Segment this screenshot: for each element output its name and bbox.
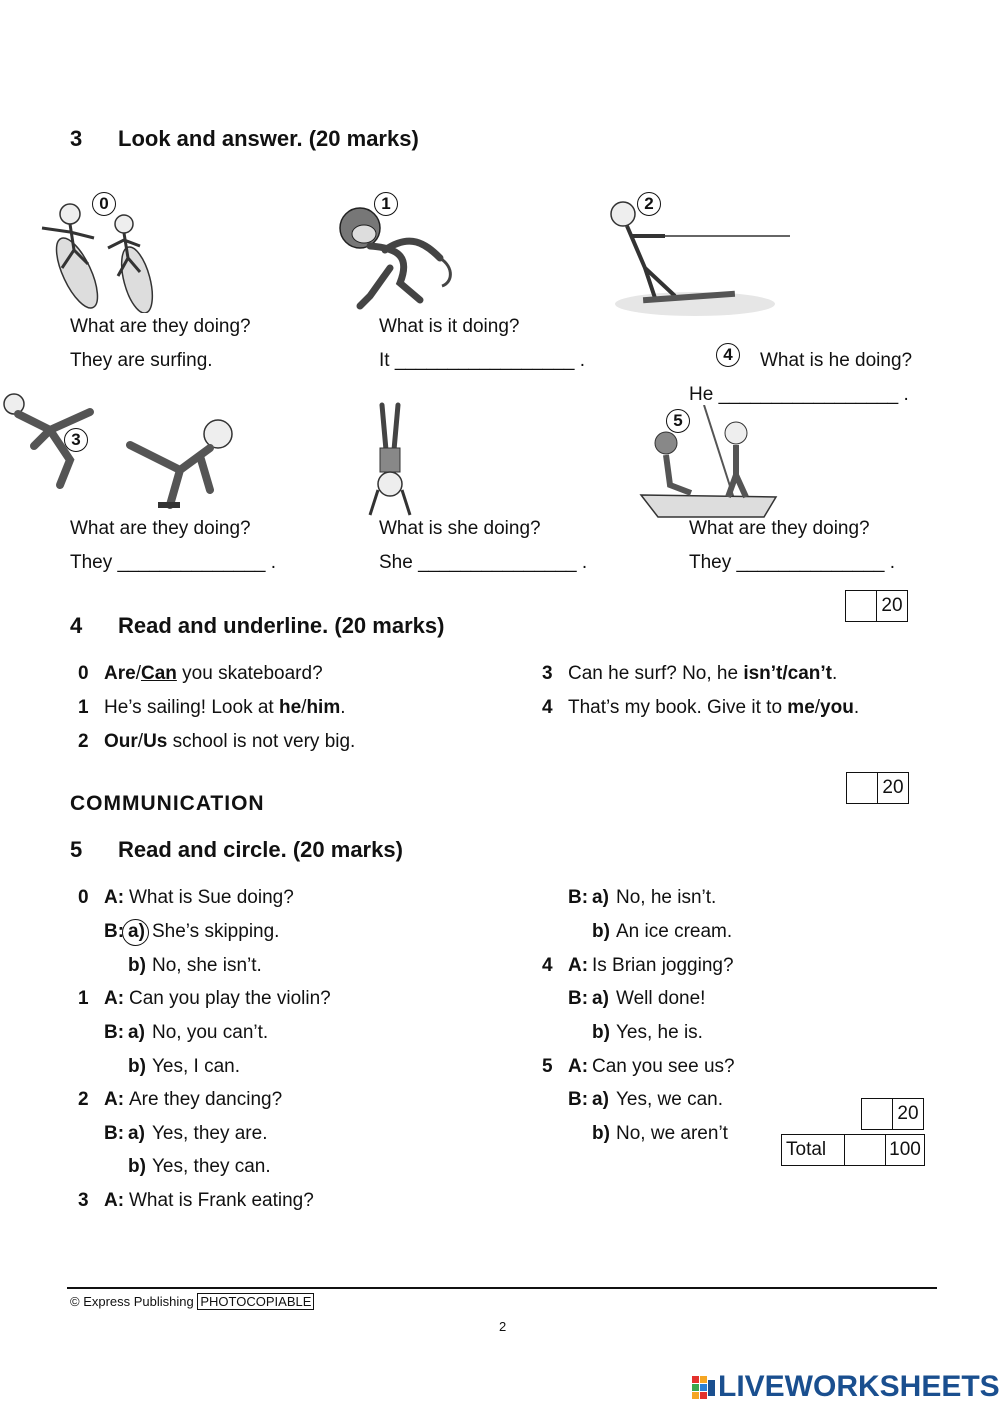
option-isnt-cant[interactable]: isn’t/can’t bbox=[743, 663, 833, 684]
question-4: What is he doing? bbox=[760, 350, 913, 371]
option-our[interactable]: Our bbox=[104, 731, 138, 752]
score-max: 20 bbox=[877, 773, 908, 803]
answer-0: They are surfing. bbox=[70, 350, 213, 371]
option-b-label[interactable]: b) bbox=[128, 1156, 146, 1177]
exercise-4-number: 4 bbox=[70, 613, 83, 638]
speaker-b: B: bbox=[104, 921, 125, 942]
ex5-item-3-number: 3 bbox=[78, 1190, 89, 1211]
ex4-item-3-number: 3 bbox=[542, 663, 553, 684]
item-number-4: 4 bbox=[716, 343, 740, 367]
ex5-item-4-option-b[interactable]: Yes, he is. bbox=[616, 1022, 703, 1043]
score-max: 20 bbox=[892, 1099, 923, 1129]
ex5-item-5-question: Can you see us? bbox=[592, 1056, 735, 1077]
footer-divider bbox=[67, 1287, 937, 1289]
option-a-label[interactable]: a) bbox=[128, 921, 145, 942]
speaker-b: B: bbox=[568, 887, 589, 908]
score-max: 20 bbox=[876, 591, 907, 621]
option-a-label[interactable]: a) bbox=[592, 988, 609, 1009]
option-a-label[interactable]: a) bbox=[128, 1123, 145, 1144]
option-him[interactable]: him bbox=[306, 697, 341, 718]
total-blank[interactable] bbox=[844, 1135, 885, 1165]
option-b-label[interactable]: b) bbox=[592, 1123, 610, 1144]
exercise-3-number: 3 bbox=[70, 126, 83, 151]
ex5-item-0-question: What is Sue doing? bbox=[129, 887, 294, 908]
speaker-b: B: bbox=[104, 1123, 125, 1144]
ex5-item-2-option-a[interactable]: Yes, they are. bbox=[152, 1123, 268, 1144]
ex5-item-2-option-b[interactable]: Yes, they can. bbox=[152, 1156, 271, 1177]
option-can[interactable]: Can bbox=[140, 663, 177, 684]
item-number-0: 0 bbox=[92, 192, 116, 216]
ex5-item-5-number: 5 bbox=[542, 1056, 553, 1077]
answer-4[interactable]: He _________________ . bbox=[689, 384, 909, 405]
ex4-item-2: Our/Us school is not very big. bbox=[104, 731, 356, 752]
item-number-1: 1 bbox=[374, 192, 398, 216]
ex4-item-4-number: 4 bbox=[542, 697, 553, 718]
option-us[interactable]: Us bbox=[143, 731, 168, 752]
option-you[interactable]: you bbox=[820, 697, 854, 718]
item-number-2: 2 bbox=[637, 192, 661, 216]
photocopiable-badge: PHOTOCOPIABLE bbox=[197, 1293, 314, 1310]
speaker-a: A: bbox=[104, 887, 125, 908]
option-b-label[interactable]: b) bbox=[592, 1022, 610, 1043]
score-blank[interactable] bbox=[847, 773, 877, 803]
ex4-item-0: Are/Can you skateboard? bbox=[104, 663, 323, 684]
ex5-item-0-option-a[interactable]: She’s skipping. bbox=[152, 921, 280, 942]
handstand-girl-illustration bbox=[360, 400, 420, 518]
exercise-4-score-box bbox=[846, 772, 909, 804]
ex4-item-3: Can he surf? No, he isn’t/can’t. bbox=[568, 663, 838, 684]
question-she: What is she doing? bbox=[379, 518, 541, 539]
ex5-item-2-question: Are they dancing? bbox=[129, 1089, 283, 1110]
liveworksheets-brand: LIVEWORKSHEETS bbox=[718, 1370, 1000, 1403]
total-score-box bbox=[781, 1134, 925, 1166]
exercise-5-title: Read and circle. (20 marks) bbox=[118, 837, 403, 862]
ex5-item-4-number: 4 bbox=[542, 955, 553, 976]
option-a-label[interactable]: a) bbox=[592, 887, 609, 908]
ex5-item-4-option-a[interactable]: Well done! bbox=[616, 988, 706, 1009]
question-0: What are they doing? bbox=[70, 316, 251, 337]
ex4-item-2-number: 2 bbox=[78, 731, 89, 752]
ex5-item-3-option-b[interactable]: An ice cream. bbox=[616, 921, 733, 942]
exercise-5-score-box bbox=[861, 1098, 924, 1130]
answer-circle-mark bbox=[122, 919, 149, 946]
ex5-item-0-option-b[interactable]: No, she isn’t. bbox=[152, 955, 262, 976]
question-3: What are they doing? bbox=[70, 518, 251, 539]
ex5-item-0-number: 0 bbox=[78, 887, 89, 908]
exercise-5-number: 5 bbox=[70, 837, 83, 862]
speaker-a: A: bbox=[568, 1056, 589, 1077]
item-number-5: 5 bbox=[666, 409, 690, 433]
answer-5[interactable]: They ______________ . bbox=[689, 552, 896, 573]
ex4-item-1: He’s sailing! Look at he/him. bbox=[104, 697, 346, 718]
ex5-item-1-option-a[interactable]: No, you can’t. bbox=[152, 1022, 269, 1043]
speaker-a: A: bbox=[568, 955, 589, 976]
ex4-item-1-number: 1 bbox=[78, 697, 89, 718]
page-number: 2 bbox=[499, 1319, 507, 1334]
answer-3[interactable]: They ______________ . bbox=[70, 552, 277, 573]
option-b-label[interactable]: b) bbox=[128, 955, 146, 976]
liveworksheets-logo-icon bbox=[692, 1376, 716, 1400]
exercise-3-title: Look and answer. (20 marks) bbox=[118, 126, 419, 151]
option-are[interactable]: Are bbox=[104, 663, 136, 684]
option-b-label[interactable]: b) bbox=[592, 921, 610, 942]
option-a-label[interactable]: a) bbox=[592, 1089, 609, 1110]
ex5-item-1-option-b[interactable]: Yes, I can. bbox=[152, 1056, 241, 1077]
option-b-label[interactable]: b) bbox=[128, 1056, 146, 1077]
speaker-b: B: bbox=[104, 1022, 125, 1043]
ex5-item-1-number: 1 bbox=[78, 988, 89, 1009]
ex4-item-0-number: 0 bbox=[78, 663, 89, 684]
option-a-label[interactable]: a) bbox=[128, 1022, 145, 1043]
ex5-item-5-option-a[interactable]: Yes, we can. bbox=[616, 1089, 724, 1110]
ex5-item-2-number: 2 bbox=[78, 1089, 89, 1110]
speaker-a: A: bbox=[104, 1089, 125, 1110]
exercise-3-score-box bbox=[845, 590, 908, 622]
speaker-b: B: bbox=[568, 1089, 589, 1110]
sailing-boat-illustration bbox=[636, 405, 786, 523]
speaker-b: B: bbox=[568, 988, 589, 1009]
answer-she[interactable]: She _______________ . bbox=[379, 552, 588, 573]
option-me[interactable]: me bbox=[787, 697, 815, 718]
question-1: What is it doing? bbox=[379, 316, 520, 337]
water-skier-illustration bbox=[595, 188, 795, 326]
ex5-item-4-question: Is Brian jogging? bbox=[592, 955, 734, 976]
exercise-4-title: Read and underline. (20 marks) bbox=[118, 613, 445, 638]
item-number-3: 3 bbox=[64, 428, 88, 452]
question-5: What are they doing? bbox=[689, 518, 870, 539]
section-heading-communication: COMMUNICATION bbox=[70, 792, 265, 815]
footer-copyright: © Express Publishing PHOTOCOPIABLE bbox=[70, 1294, 314, 1309]
answer-1[interactable]: It _________________ . bbox=[379, 350, 586, 371]
karate-illustration bbox=[0, 390, 245, 518]
speaker-a: A: bbox=[104, 1190, 125, 1211]
total-max: 100 bbox=[885, 1135, 924, 1165]
speaker-a: A: bbox=[104, 988, 125, 1009]
score-blank[interactable] bbox=[862, 1099, 892, 1129]
option-he[interactable]: he bbox=[278, 697, 302, 718]
score-blank[interactable] bbox=[846, 591, 876, 621]
ex5-item-1-question: Can you play the violin? bbox=[129, 988, 331, 1009]
ex5-item-5-option-b[interactable]: No, we aren’t bbox=[616, 1123, 728, 1144]
total-label: Total bbox=[786, 1139, 827, 1160]
ex4-item-4: That’s my book. Give it to me/you. bbox=[568, 697, 860, 718]
ex5-item-3-question: What is Frank eating? bbox=[129, 1190, 314, 1211]
ex5-item-3-option-a[interactable]: No, he isn’t. bbox=[616, 887, 717, 908]
